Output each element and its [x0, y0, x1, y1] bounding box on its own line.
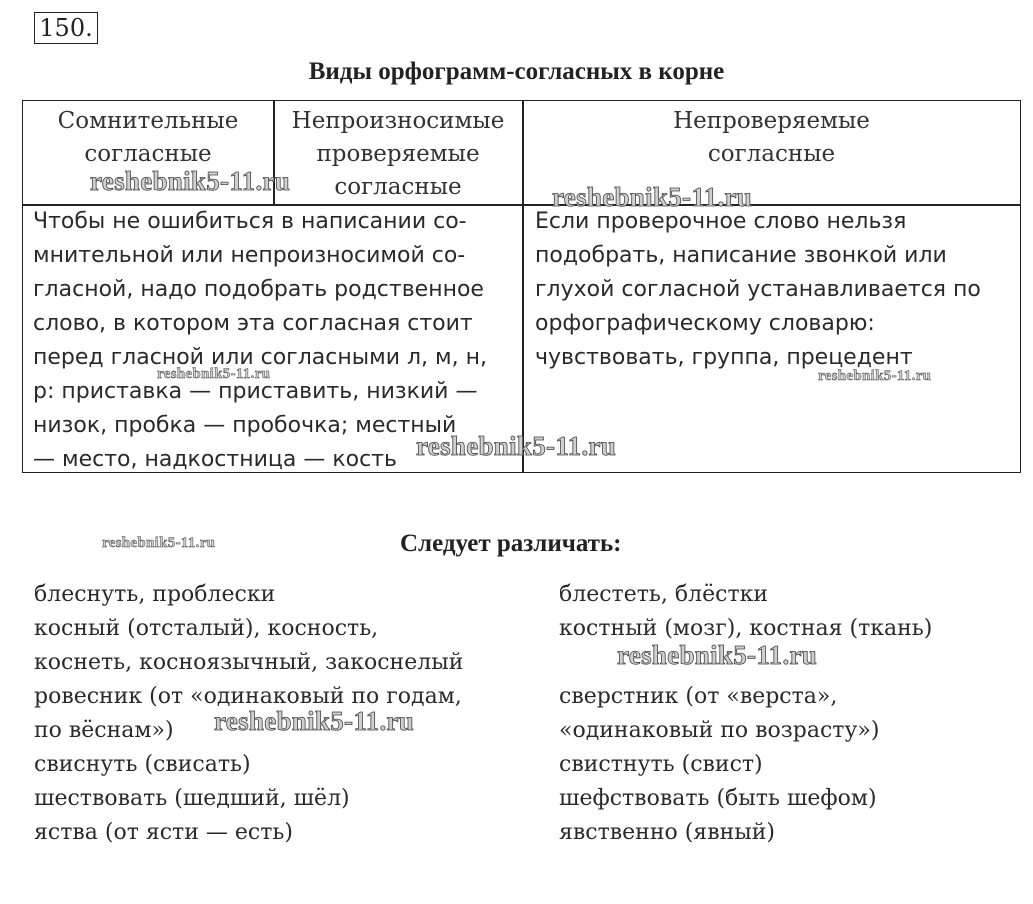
word-line: яства (от ясти — есть) — [34, 820, 293, 845]
rule-line: р: приставка — приставить, низкий — — [33, 379, 478, 404]
rule-line: Чтобы не ошибиться в написании со- — [33, 209, 467, 234]
header-line: согласные — [707, 141, 836, 167]
word-line: шествовать (шедший, шёл) — [34, 786, 350, 811]
rule-line: гласной, надо подобрать родственное — [33, 277, 484, 302]
header-line: согласные — [84, 141, 212, 167]
word-line: косный (отсталый), косность, — [34, 616, 379, 641]
watermark: reshebnik5-11.ru — [214, 706, 415, 736]
word-line: ровесник (от «одинаковый по годам, — [34, 684, 462, 709]
rule-line: низок, пробка — пробочка; местный — [33, 413, 457, 438]
rule-line: Если проверочное слово нельзя — [535, 209, 907, 234]
header-line: согласные — [334, 174, 462, 200]
watermark: reshebnik5-11.ru — [552, 182, 753, 212]
word-line: свиснуть (свисать) — [34, 752, 251, 777]
word-line: явственно (явный) — [559, 820, 775, 845]
word-line: блестеть, блёстки — [559, 582, 769, 607]
rule-line: перед гласной или согласными л, м, н, — [33, 345, 488, 370]
header-line: Сомнительные — [57, 108, 239, 134]
watermark: reshebnik5-11.ru — [157, 366, 271, 382]
rule-line: — место, надкостница — кость — [33, 447, 397, 472]
rule-line: слово, в котором эта согласная стоит — [33, 311, 473, 336]
watermark: reshebnik5-11.ru — [102, 535, 216, 551]
header-doubtful-consonants — [23, 105, 273, 171]
word-line: свистнуть (свист) — [559, 752, 763, 777]
word-line: шефствовать (быть шефом) — [559, 786, 877, 811]
header-line: проверяемые — [316, 141, 480, 167]
orthogram-table — [22, 100, 1021, 473]
header-line: Непроизносимые — [291, 108, 505, 134]
word-line: блеснуть, проблески — [34, 582, 276, 607]
compare-right-column — [559, 578, 932, 850]
word-line: сверстник (от «верста», — [559, 684, 838, 709]
rule-unverifiable-cell — [535, 205, 981, 375]
header-unpronounceable-consonants — [274, 105, 522, 204]
rule-line: чувствовать, группа, прецедент — [535, 345, 913, 370]
rule-line: мнительной или непроизносимой со- — [33, 243, 466, 268]
rule-line: глухой согласной устанавливается по — [535, 277, 981, 302]
watermark: reshebnik5-11.ru — [617, 640, 818, 670]
compare-subtitle: Следует различать: — [400, 530, 622, 557]
header-unverifiable-consonants — [523, 105, 1020, 171]
rule-line: подобрать, написание звонкой или — [535, 243, 947, 268]
word-line: костный (мозг), костная (ткань) — [559, 616, 933, 641]
table-title: Виды орфограмм-согласных в корне — [308, 58, 725, 85]
exercise-number: 150. — [34, 12, 98, 44]
word-line: коснеть, косноязычный, закоснелый — [34, 650, 464, 675]
word-line: по вёснам») — [34, 718, 174, 743]
rule-line: орфографическому словарю: — [535, 311, 875, 336]
watermark: reshebnik5-11.ru — [818, 368, 932, 384]
watermark: reshebnik5-11.ru — [90, 166, 291, 196]
word-line: «одинаковый по возрасту») — [559, 718, 880, 743]
header-line: Непроверяемые — [673, 108, 870, 134]
watermark: reshebnik5-11.ru — [416, 431, 617, 461]
